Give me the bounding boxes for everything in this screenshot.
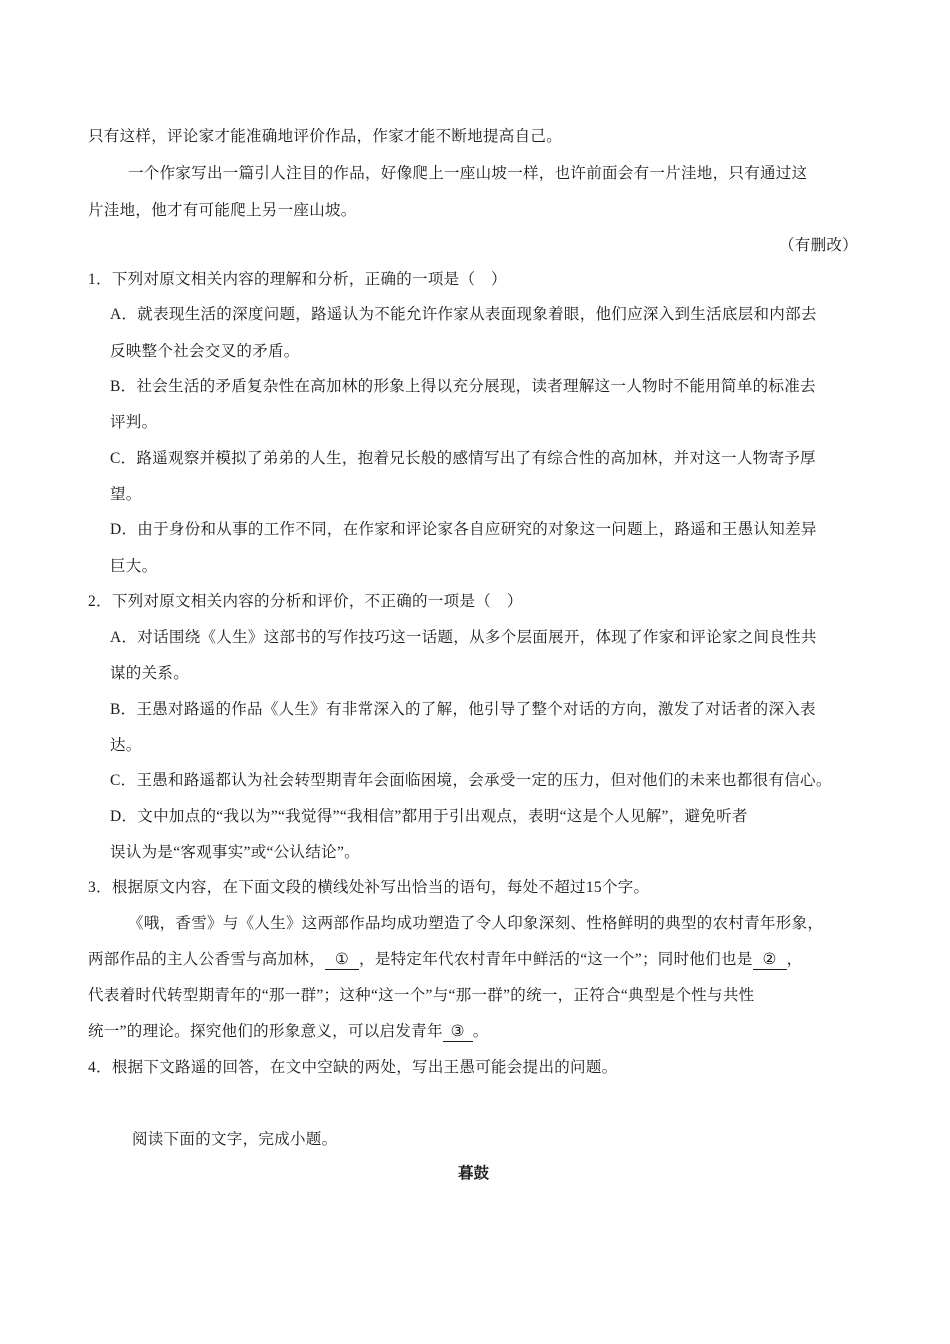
q1-option-a: A．就表现生活的深度问题，路遥认为不能允许作家从表面现象着眼，他们应深入到生活底层和内部去 bbox=[110, 306, 817, 323]
q2-option-a: A．对话围绕《人生》这部书的写作技巧这一话题，从多个层面展开，体现了作家和评论家之间良性共 bbox=[110, 629, 817, 646]
q1-option-c-cont: 望。 bbox=[110, 486, 142, 503]
q3-text: ， bbox=[786, 951, 803, 968]
q3-paragraph-line bbox=[88, 950, 802, 970]
q2-option-b: B．王愚对路遥的作品《人生》有非常深入的了解，他引导了整个对话的方向，激发了对话者的深入表 bbox=[110, 701, 816, 718]
q3-text: 。 bbox=[472, 1023, 489, 1040]
q1-option-b: B．社会生活的矛盾复杂性在高加林的形象上得以充分展现，读者理解这一人物时不能用简单的标准去 bbox=[110, 378, 816, 395]
answer-blank-1[interactable]: ① bbox=[325, 951, 359, 970]
q2-option-a-cont: 谋的关系。 bbox=[110, 665, 190, 682]
q1-option-d: D．由于身份和从事的工作不同，在作家和评论家各自应研究的对象这一问题上，路遥和王愚认知差异 bbox=[110, 521, 817, 538]
passage-line: 一个作家写出一篇引人注目的作品，好像爬上一座山坡一样，也许前面会有一片洼地，只有通过这 bbox=[128, 164, 808, 182]
article-title: 暮鼓 bbox=[458, 1165, 490, 1182]
q3-paragraph-line: 代表着时代转型期青年的“那一群”；这种“这一个”与“那一群”的统一，正符合“典型是个性与共性 bbox=[88, 987, 755, 1004]
passage-line: 片洼地，他才有可能爬上另一座山坡。 bbox=[88, 201, 357, 219]
q2-option-d-cont: 误认为是“客观事实”或“公认结论”。 bbox=[110, 844, 360, 861]
question-3-stem: 3．根据原文内容，在下面文段的横线处补写出恰当的语句，每处不超过15个字。 bbox=[88, 879, 650, 896]
question-1-stem: 1．下列对原文相关内容的理解和分析，正确的一项是（ ） bbox=[88, 271, 507, 288]
q1-option-b-cont: 评判。 bbox=[110, 414, 158, 431]
answer-blank-2[interactable]: ② bbox=[753, 951, 787, 970]
q1-option-d-cont: 巨大。 bbox=[110, 558, 158, 575]
q3-text: ，是特定年代农村青年中鲜活的“这一个”；同时他们也是 bbox=[359, 951, 753, 968]
q3-text: 统一”的理论。探究他们的形象意义，可以启发青年 bbox=[88, 1023, 443, 1040]
answer-blank-3[interactable]: ③ bbox=[443, 1023, 473, 1042]
q2-option-d: D．文中加点的“我以为”“我觉得”“我相信”都用于引出观点，表明“这是个人见解”，避免听者 bbox=[110, 808, 748, 825]
q3-paragraph-line bbox=[88, 1022, 489, 1042]
q1-option-c: C．路遥观察并模拟了弟弟的人生，抱着兄长般的感情写出了有综合性的高加林，并对这一人物寄予厚 bbox=[110, 450, 816, 467]
reading-instruction: 阅读下面的文字，完成小题。 bbox=[132, 1131, 338, 1148]
q3-paragraph-line: 《哦，香雪》与《人生》这两部作品均成功塑造了令人印象深刻、性格鲜明的典型的农村青年形象， bbox=[128, 915, 824, 932]
passage-line: 只有这样，评论家才能准确地评价作品，作家才能不断地提高自己。 bbox=[88, 127, 563, 145]
q2-option-c: C．王愚和路遥都认为社会转型期青年会面临困境，会承受一定的压力，但对他们的未来也都很有信心。 bbox=[110, 772, 832, 789]
q2-option-b-cont: 达。 bbox=[110, 737, 142, 754]
source-note: （有删改） bbox=[778, 236, 858, 254]
question-2-stem: 2．下列对原文相关内容的分析和评价，不正确的一项是（ ） bbox=[88, 593, 523, 610]
q1-option-a-cont: 反映整个社会交叉的矛盾。 bbox=[110, 343, 300, 360]
q3-text: 两部作品的主人公香雪与高加林， bbox=[88, 951, 326, 968]
question-4-stem: 4．根据下文路遥的回答，在文中空缺的两处，写出王愚可能会提出的问题。 bbox=[88, 1059, 618, 1076]
